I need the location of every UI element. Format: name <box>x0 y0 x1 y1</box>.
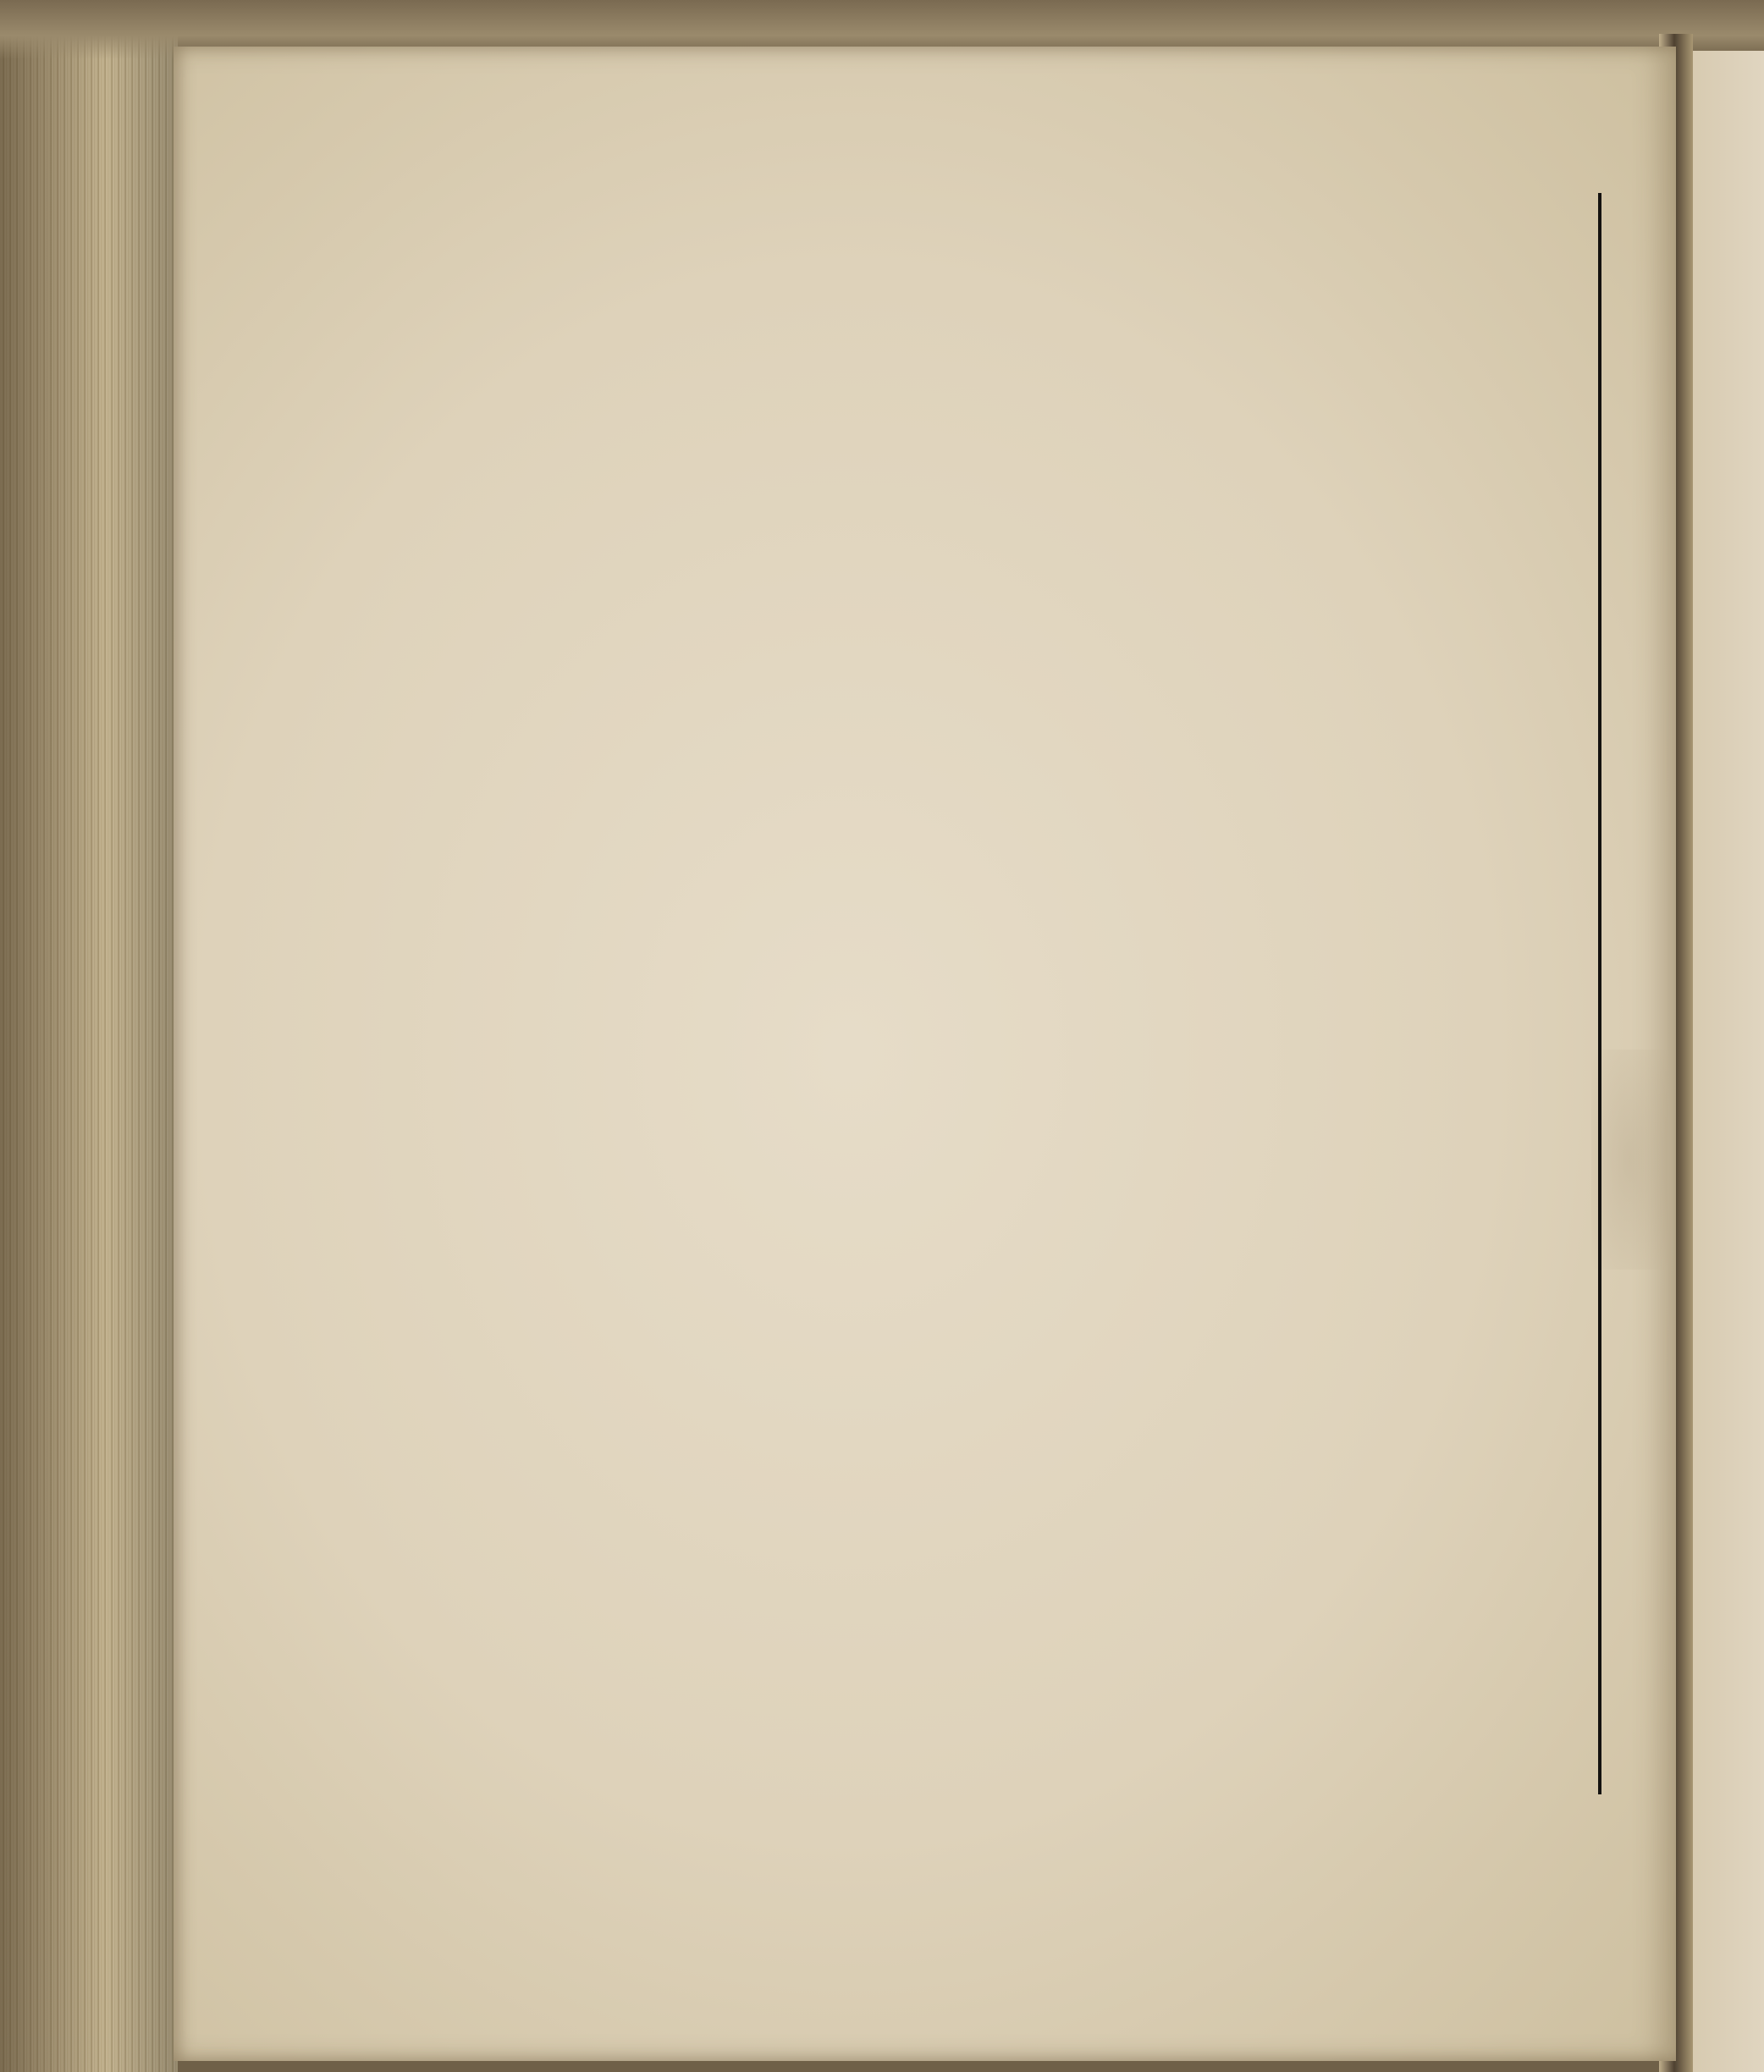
frame-rule-right <box>1598 193 1601 1794</box>
ornament-border-bottom <box>449 1769 1600 1845</box>
text-block <box>598 254 1571 283</box>
book-page-edges <box>0 0 178 2072</box>
stain <box>1591 1050 1668 1270</box>
ornament-border-top <box>593 174 1600 250</box>
page <box>174 47 1676 2061</box>
ornament-border-left <box>440 178 508 1811</box>
facing-page <box>1689 51 1764 2072</box>
